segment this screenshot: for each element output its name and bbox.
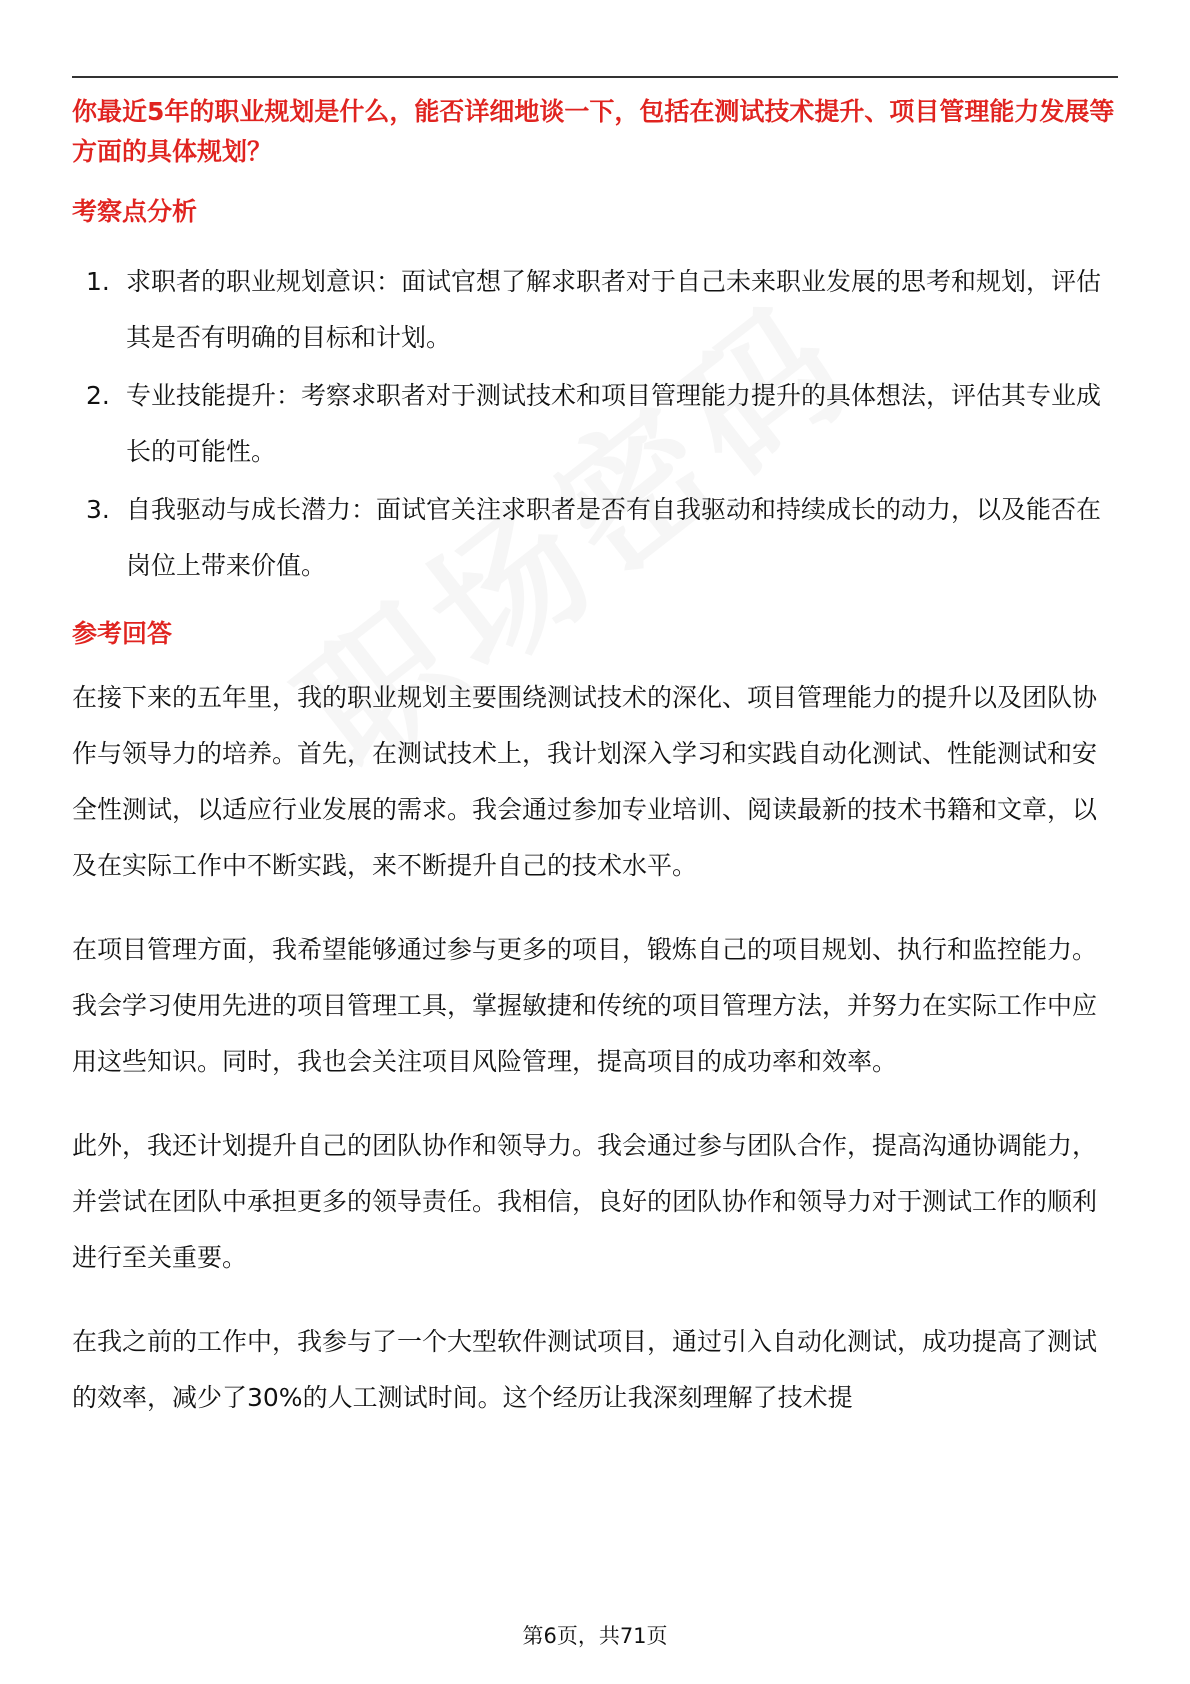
page-number-footer: 第6页，共71页 — [522, 1624, 668, 1648]
answer-paragraph: 在接下来的五年里，我的职业规划主要围绕测试技术的深化、项目管理能力的提升以及团队协作与领导力的培养。首先，在测试技术上，我计划深入学习和实践自动化测试、性能测试和安全性测试，以适应行业发展的需求。我会通过参加专业培训、阅读最新的技术书籍和文章，以及在实际工作中不断实践，来不断提升自己的技术水平。 — [72, 683, 1098, 880]
answer-paragraph: 在项目管理方面，我希望能够通过参与更多的项目，锻炼自己的项目规划、执行和监控能力。我会学习使用先进的项目管理工具，掌握敏捷和传统的项目管理方法，并努力在实际工作中应用这些知识。同时，我也会关注项目风险管理，提高项目的成功率和效率。 — [72, 935, 1098, 1076]
point-number: 2. — [86, 381, 110, 410]
point-number: 3. — [86, 495, 110, 524]
answer-paragraph: 此外，我还计划提升自己的团队协作和领导力。我会通过参与团队合作，提高沟通协调能力，并尝试在团队中承担更多的领导责任。我相信，良好的团队协作和领导力对于测试工作的顺利进行至关重要。 — [72, 1131, 1098, 1272]
analysis-points-list — [72, 254, 1118, 594]
point-text: 求职者的职业规划意识：面试官想了解求职者对于自己未来职业发展的思考和规划，评估其是否有明确的目标和计划。 — [126, 267, 1102, 352]
analysis-point — [72, 482, 1118, 594]
analysis-point — [72, 254, 1118, 366]
top-divider — [72, 76, 1118, 78]
analysis-point — [72, 368, 1118, 480]
point-text: 专业技能提升：考察求职者对于测试技术和项目管理能力提升的具体想法，评估其专业成长的可能性。 — [126, 381, 1102, 466]
point-number: 1. — [86, 267, 110, 296]
answer-heading: 参考回答 — [72, 619, 173, 648]
analysis-heading: 考察点分析 — [72, 197, 198, 226]
question-title: 你最近5年的职业规划是什么，能否详细地谈一下，包括在测试技术提升、项目管理能力发展等方面的具体规划？ — [72, 97, 1115, 166]
answer-paragraph: 在我之前的工作中，我参与了一个大型软件测试项目，通过引入自动化测试，成功提高了测试的效率，减少了30%的人工测试时间。这个经历让我深刻理解了技术提 — [72, 1327, 1098, 1412]
point-text: 自我驱动与成长潜力：面试官关注求职者是否有自我驱动和持续成长的动力，以及能否在岗位上带来价值。 — [126, 495, 1102, 580]
page-content — [72, 92, 1118, 1426]
